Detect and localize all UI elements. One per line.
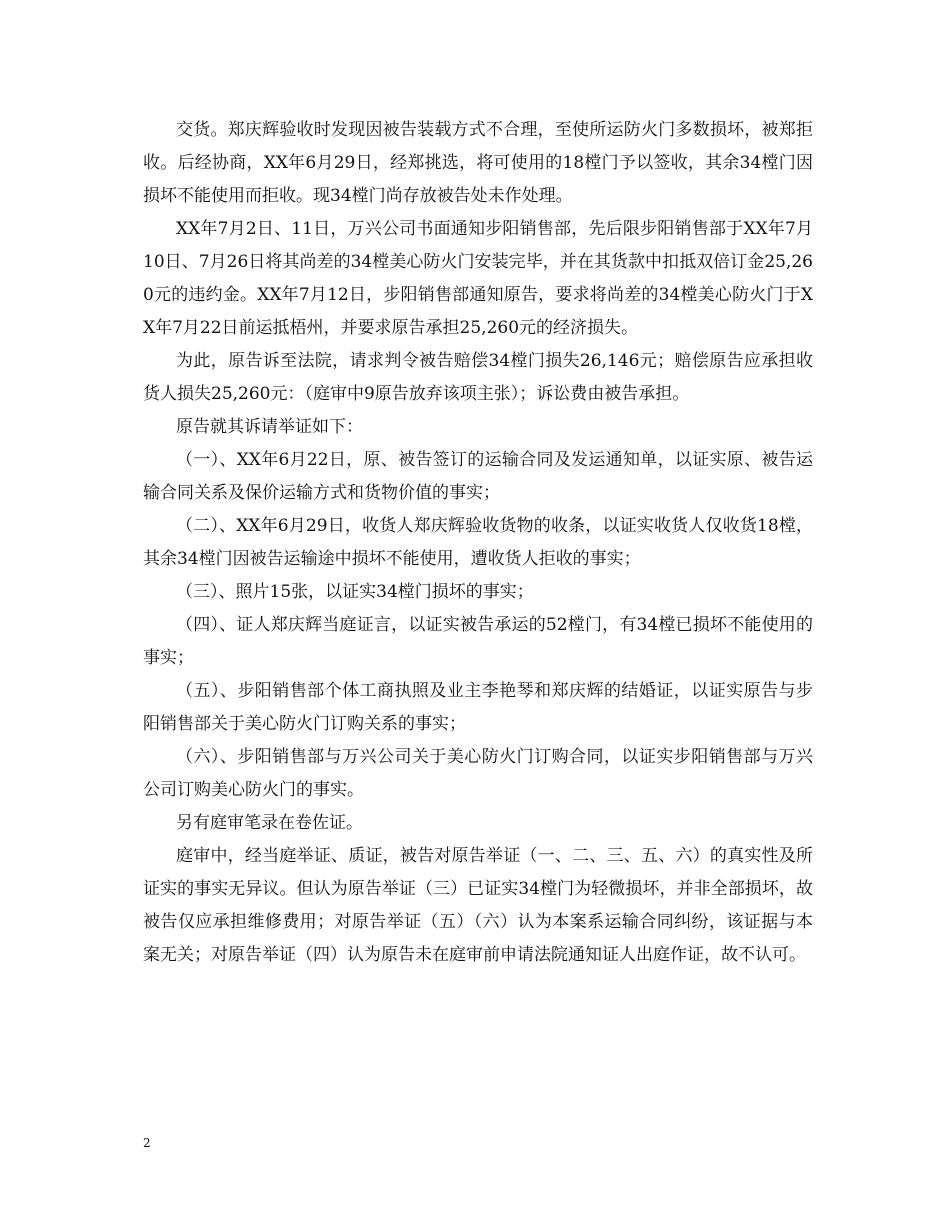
paragraph-7: （三）、照片15张，以证实34樘门损坏的事实； [176,582,534,602]
paragraph-2: XX年7月2日、11日，万兴公司书面通知步阳销售部，先后限步阳销售部于XX年7月10日、7月26日将其尚差的34樘美心防火门安装完毕，并在其货款中扣抵双倍订金25,260元的违约金。XX年7月12日，步阳销售部通知原告，要求将尚差的34樘美心防火门于XX年7月22日前运抵梧州，并要求原告承担25,260元的经济损失。 [143,219,813,338]
paragraph-6: （二）、XX年6月29日，收货人郑庆辉验收货物的收条，以证实收货人仅收货18樘，其余34樘门因被告运输途中损坏不能使用，遭收货人拒收的事实； [143,516,813,569]
paragraph-3: 为此，原告诉至法院，请求判令被告赔偿34樘门损失26,146元；赔偿原告应承担收货人损失25,260元：（庭审中9原告放弃该项主张）；诉讼费由被告承担。 [143,351,813,404]
paragraph-12: 庭审中，经当庭举证、质证，被告对原告举证（一、二、三、五、六）的真实性及所证实的事实无异议。但认为原告举证（三）已证实34樘门为轻微损坏，并非全部损坏，故被告仅应承担维修费用；对原告举证（五）（六）认为本案系运输合同纠纷，该证据与本案无关；对原告举证（四）认为原告未在庭审前申请法院通知证人出庭作证，故不认可。 [143,846,813,965]
document-body [143,114,813,972]
paragraph-4: 原告就其诉请举证如下： [176,417,363,437]
page-number: 2 [143,1136,151,1150]
paragraph-11: 另有庭审笔录在卷佐证。 [176,813,363,833]
paragraph-5: （一）、XX年6月22日，原、被告签订的运输合同及发运通知单，以证实原、被告运输合同关系及保价运输方式和货物价值的事实； [143,450,813,503]
paragraph-10: （六）、步阳销售部与万兴公司关于美心防火门订购合同，以证实步阳销售部与万兴公司订购美心防火门的事实。 [143,747,813,800]
paragraph-9: （五）、步阳销售部个体工商执照及业主李艳琴和郑庆辉的结婚证，以证实原告与步阳销售部关于美心防火门订购关系的事实； [143,681,813,734]
paragraph-8: （四）、证人郑庆辉当庭证言，以证实被告承运的52樘门，有34樘已损坏不能使用的事实； [143,615,813,668]
paragraph-1: 交货。郑庆辉验收时发现因被告装载方式不合理，至使所运防火门多数损坏，被郑拒收。后经协商，XX年6月29日，经郑挑选，将可使用的18樘门予以签收，其余34樘门因损坏不能使用而拒收。现34樘门尚存放被告处未作处理。 [143,120,813,206]
